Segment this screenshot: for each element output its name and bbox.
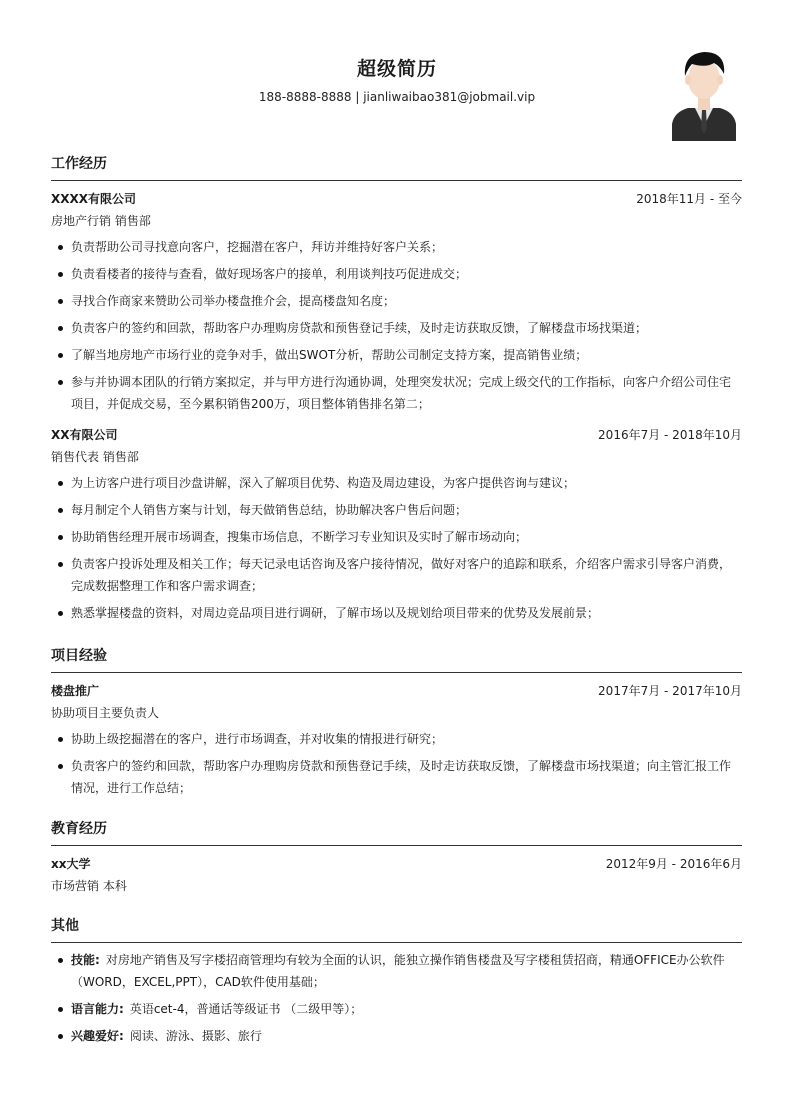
entry-date: 2012年9月 - 2016年6月 <box>605 856 742 871</box>
list-item: 熟悉掌握楼盘的资料，对周边竞品项目进行调研，了解市场以及规划给项目带来的优势及发展前景； <box>51 602 742 624</box>
list-item: 为上访客户进行项目沙盘讲解，深入了解项目优势、构造及周边建设，为客户提供咨询与建议； <box>51 472 742 494</box>
list-item: 协助销售经理开展市场调查，搜集市场信息，不断学习专业知识及实时了解市场动向； <box>51 526 742 548</box>
list-item: 负责客户的签约和回款，帮助客户办理购房贷款和预售登记手续，及时走访获取反馈，了解楼盘市场找渠道； <box>51 317 742 339</box>
hobbies-text: 阅读、游泳、摄影、旅行 <box>129 1029 262 1043</box>
list-item: 协助上级挖掘潜在的客户，进行市场调查，并对收集的情报进行研究； <box>51 728 742 750</box>
entry-date: 2017年7月 - 2017年10月 <box>598 683 742 698</box>
project-entry <box>51 680 742 799</box>
avatar <box>670 46 738 141</box>
list-item: 参与并协调本团队的行销方案拟定，并与甲方进行沟通协调，处理突发状况；完成上级交代的工作指标，向客户介绍公司住宅项目，并促成交易，至今累积销售200万，项目整体销售排名第二； <box>51 371 742 415</box>
list-item: 了解当地房地产市场行业的竞争对手，做出SWOT分析，帮助公司制定支持方案，提高销售业绩； <box>51 344 742 366</box>
contact-line: 188-8888-8888 | jianliwaibao381@jobmail.vip <box>258 90 536 104</box>
section-divider <box>51 672 742 673</box>
section-title-projects: 项目经验 <box>51 648 107 664</box>
work-entry <box>51 188 742 415</box>
list-item <box>51 998 742 1020</box>
work-entry <box>51 424 742 629</box>
list-item: 负责帮助公司寻找意向客户，挖掘潜在客户，拜访并维持好客户关系； <box>51 236 742 258</box>
list-item: 负责看楼者的接待与查看，做好现场客户的接单，利用谈判技巧促进成交； <box>51 263 742 285</box>
hobbies-label: 兴趣爱好: <box>71 1029 124 1043</box>
section-title-work: 工作经历 <box>51 156 107 172</box>
list-item: 负责客户的签约和回款，帮助客户办理购房贷款和预售登记手续，及时走访获取反馈，了解楼盘市场找渠道；向主管汇报工作情况，进行工作总结； <box>51 755 742 799</box>
list-item: 负责客户投诉处理及相关工作；每天记录电话咨询及客户接待情况，做好对客户的追踪和联系，介绍客户需求引导客户消费，完成数据整理工作和客户需求调查； <box>51 553 742 597</box>
job-role: 房地产行销 销售部 <box>51 214 151 228</box>
language-label: 语言能力: <box>71 1002 124 1016</box>
list-item <box>51 949 742 993</box>
language-text: 英语cet-4，普通话等级证书 （二级甲等）； <box>129 1002 363 1016</box>
other-section <box>51 916 742 1052</box>
work-section <box>51 154 742 420</box>
company-name: XX有限公司 <box>51 427 118 442</box>
major: 市场营销 本科 <box>51 879 127 893</box>
skills-label: 技能: <box>71 953 100 967</box>
education-entry <box>51 853 742 896</box>
entry-date: 2018年11月 - 至今 <box>636 191 742 206</box>
education-section <box>51 819 742 896</box>
job-role: 销售代表 销售部 <box>51 450 139 464</box>
list-item: 每月制定个人销售方案与计划，每天做销售总结，协助解决客户售后问题； <box>51 499 742 521</box>
section-divider <box>51 845 742 846</box>
list-item: 寻找合作商家来赞助公司举办楼盘推介会，提高楼盘知名度； <box>51 290 742 312</box>
section-title-other: 其他 <box>51 918 79 934</box>
project-role: 协助项目主要负责人 <box>51 706 160 720</box>
school-name: xx大学 <box>51 856 91 871</box>
company-name: XXXX有限公司 <box>51 191 137 206</box>
projects-section <box>51 646 742 804</box>
resume-name: 超级简历 <box>356 58 437 80</box>
skills-text: 对房地产销售及写字楼招商管理均有较为全面的认识，能独立操作销售楼盘及写字楼租赁招商，精通OFFICE办公软件（WORD，EXCEL,PPT），CAD软件使用基础； <box>71 953 725 989</box>
list-item <box>51 1025 742 1047</box>
project-name: 楼盘推广 <box>51 683 100 698</box>
section-divider <box>51 180 742 181</box>
entry-date: 2016年7月 - 2018年10月 <box>598 427 742 442</box>
section-title-education: 教育经历 <box>51 821 107 837</box>
section-divider <box>51 942 742 943</box>
